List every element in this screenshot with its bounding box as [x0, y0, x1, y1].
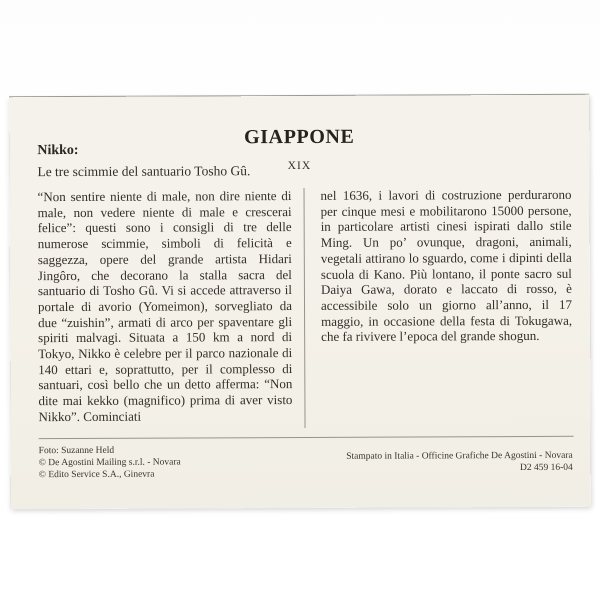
card-subject: Nikko:	[37, 142, 79, 159]
footer-credits-left	[39, 445, 181, 482]
card-title: GIAPPONE	[244, 125, 355, 149]
text-column-left: “Non sentire niente di male, non dire niente di male, non vedere niente di male e crescerai felice”: questi sono i consigli di tre delle numerose scimmie, simboli di felicità e saggezza, opere del grande artista Hidari Jingôro, che decorano la stalla sacra del santuario di Tosho Gû. Vi si accede attraverso il portale di avorio (Yomeimon), sorvegliato da due “zuishin”, armati di arco per spaventare gli spiriti malvagi. Situata a 150 km a nord di Tokyo, Nikko è celebre per il parco nazionale di 140 ettari e, soprattutto, per il complesso di santuari, così bello che un detto afferma: “Non dite mai kekko (magnifico) prima di aver visto Nikko”. Cominciati	[37, 188, 293, 424]
column-divider	[304, 188, 306, 428]
postcard-back	[9, 95, 591, 510]
copyright-line-1: © De Agostini Mailing s.r.l. - Novara	[38, 457, 181, 469]
body-text	[38, 187, 573, 431]
plate-number: XIX	[287, 159, 312, 173]
copyright-line-2: © Edito Service S.A., Ginevra	[38, 469, 155, 481]
printed-in-line: Stampato in Italia - Officine Grafiche De Agostini - Novara	[346, 450, 573, 462]
footer-credits-right	[346, 450, 573, 475]
footer-rule	[39, 436, 574, 439]
photo-credit: Foto: Suzanne Held	[38, 445, 115, 457]
card-subtitle: Le tre scimmie del santuario Tosho Gû.	[37, 163, 251, 180]
text-column-right: nel 1636, i lavori di costruzione perdurarono per cinque mesi e mobilitarono 15000 persone, in particolare artisti cinesi ispirati dallo stile Ming. Un po’ ovunque, dragoni, animali, vegetali attirano lo sguardo, come i dipinti della scuola di Kano. Più lontano, il ponte sacro sul Daiya Gawa, dorato e laccato di rosso, è accessibile solo un giorno all’anno, il 17 maggio, in occasione della festa di Tokugawa, che fa rivivere l’epoca del grande shogun.	[320, 186, 573, 345]
catalog-code: D2 459 16-04	[519, 462, 573, 474]
